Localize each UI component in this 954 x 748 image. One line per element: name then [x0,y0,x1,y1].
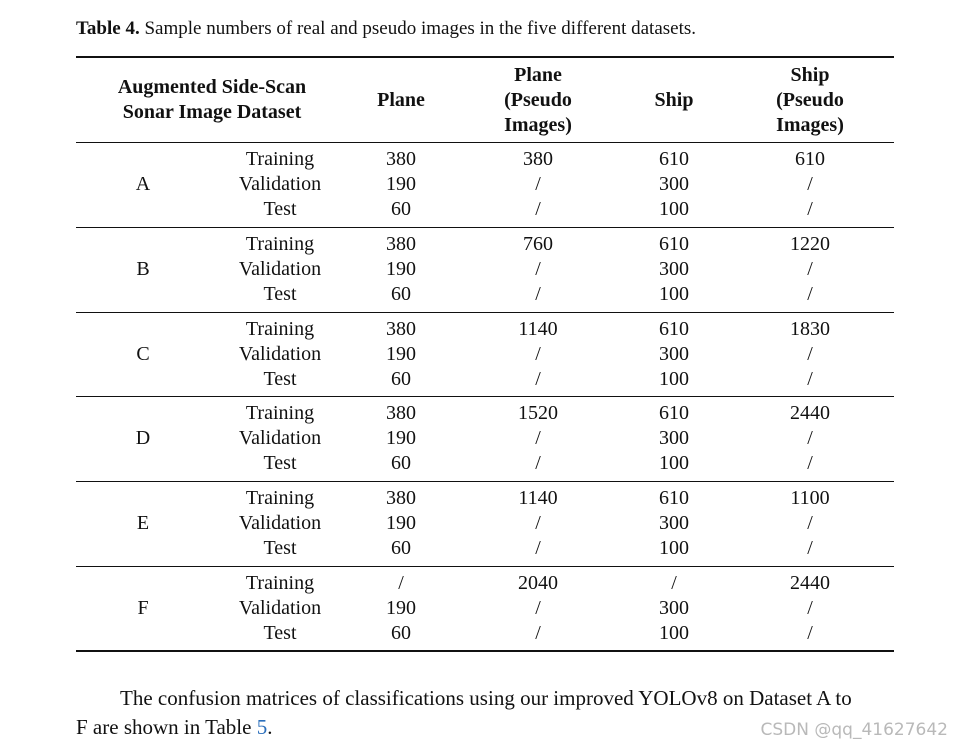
cell-ship-pseudo: / [807,537,813,560]
cell-plane-pseudo: / [535,257,541,280]
cell-ship-pseudo: / [807,452,813,475]
cell-plane: 190 [386,427,416,450]
split-label: Validation [238,173,322,195]
cell-ship-pseudo: / [807,512,813,535]
cell-plane: 60 [391,537,411,560]
cell-plane: 60 [391,622,411,644]
cell-ship: / [671,572,677,594]
split-label: Test [263,282,297,305]
header-dataset-line-2: Sonar Image Dataset [122,101,302,123]
cell-plane-pseudo: / [535,427,541,450]
cell-plane-pseudo: / [535,512,541,535]
paragraph-prefix: F are shown in Table [76,715,257,739]
cell-plane: 190 [386,597,416,619]
cell-plane-pseudo: / [535,537,541,560]
split-label: Test [263,367,297,390]
dataset-group-label: E [136,512,150,535]
split-label: Test [263,198,297,220]
group-separator-rule [76,312,894,313]
group-separator-rule [76,227,894,228]
cell-plane-pseudo: 1140 [518,487,558,510]
table-header-rule [76,142,894,143]
cell-ship-pseudo: 1220 [790,232,830,255]
cell-plane: 190 [386,512,416,535]
cell-ship: 300 [659,342,689,365]
cell-ship: 300 [659,427,689,450]
cell-ship: 300 [659,597,689,619]
body-paragraph-line-1: The confusion matrices of classifications using our improved YOLOv8 on Dataset A to [120,686,852,710]
header-ship-line-1: Ship [654,88,694,111]
cell-ship: 610 [659,487,689,510]
table-bottom-rule [76,650,894,652]
cell-ship: 100 [659,198,689,220]
cell-plane-pseudo: / [535,367,541,390]
split-label: Training [245,148,315,170]
cell-plane: 190 [386,342,416,365]
cell-plane-pseudo: / [535,173,541,195]
cell-ship: 610 [659,148,689,170]
cell-plane-pseudo: / [535,342,541,365]
paragraph-suffix: . [267,715,273,739]
cell-plane-pseudo: 2040 [518,572,558,594]
cell-plane: 380 [386,317,416,340]
cell-ship: 100 [659,452,689,475]
split-label: Training [245,317,315,340]
cell-plane-pseudo: 1140 [518,317,558,340]
split-label: Test [263,537,297,560]
cell-ship: 610 [659,402,689,425]
table-top-rule [76,56,894,58]
cell-plane-pseudo: / [535,282,541,305]
cell-ship-pseudo: / [807,597,813,619]
cell-ship-pseudo: / [807,342,813,365]
cell-ship: 300 [659,512,689,535]
cell-ship-pseudo: / [807,622,813,644]
cell-ship: 300 [659,257,689,280]
split-label: Validation [238,427,322,450]
header-plane-pseudo-line-1: Plane [514,63,562,86]
cell-ship: 100 [659,367,689,390]
cell-ship-pseudo: 2440 [790,402,830,425]
cell-ship: 100 [659,282,689,305]
split-label: Training [245,487,315,510]
cell-ship-pseudo: 610 [795,148,825,170]
body-paragraph-line-2 [76,715,272,740]
cell-ship: 300 [659,173,689,195]
cell-plane-pseudo: 1520 [518,402,558,425]
cell-plane-pseudo: 760 [523,232,553,255]
cell-ship: 610 [659,232,689,255]
cell-plane: 60 [391,452,411,475]
split-label: Validation [238,512,322,535]
dataset-group-label: F [137,597,149,619]
cell-ship: 100 [659,537,689,560]
table-caption-label: Table 4. [76,18,140,39]
cell-plane: 380 [386,402,416,425]
cell-ship-pseudo: / [807,257,813,280]
cell-ship-pseudo: / [807,198,813,220]
cell-plane: 60 [391,198,411,220]
cell-plane-pseudo: / [535,452,541,475]
split-label: Test [263,452,297,475]
header-ship-pseudo-line-1: Ship [790,63,830,86]
cell-ship-pseudo: 2440 [790,572,830,594]
table-caption-text: Sample numbers of real and pseudo images in the five different datasets. [144,18,697,39]
table-5-link[interactable]: 5 [256,715,268,739]
cell-plane-pseudo: / [535,597,541,619]
group-separator-rule [76,396,894,397]
cell-ship-pseudo: / [807,173,813,195]
cell-plane-pseudo: / [535,622,541,644]
cell-plane: 190 [386,173,416,195]
header-ship-pseudo-line-3: Images) [776,113,844,136]
header-dataset-line-1: Augmented Side-Scan [117,76,307,98]
header-plane-pseudo-line-3: Images) [504,113,572,136]
watermark: CSDN @qq_41627642 [760,720,948,740]
split-label: Validation [238,342,322,365]
cell-plane: 190 [386,257,416,280]
table-caption [76,18,696,40]
split-label: Validation [238,597,322,619]
cell-plane: 380 [386,148,416,170]
cell-ship-pseudo: / [807,427,813,450]
group-separator-rule [76,566,894,567]
header-plane-pseudo-line-2: (Pseudo [504,88,572,111]
split-label: Training [245,572,315,594]
cell-plane: 380 [386,232,416,255]
split-label: Training [245,402,315,425]
split-label: Validation [238,257,322,280]
dataset-group-label: D [135,427,151,450]
dataset-group-label: A [135,173,151,195]
header-plane-line-1: Plane [377,88,425,111]
cell-ship-pseudo: / [807,282,813,305]
dataset-group-label: C [136,342,150,365]
split-label: Test [263,622,297,644]
cell-ship-pseudo: 1830 [790,317,830,340]
cell-ship: 610 [659,317,689,340]
header-ship-pseudo-line-2: (Pseudo [776,88,844,111]
cell-plane-pseudo: 380 [523,148,553,170]
cell-plane: 60 [391,282,411,305]
cell-ship-pseudo: 1100 [790,487,830,510]
group-separator-rule [76,481,894,482]
cell-plane-pseudo: / [535,198,541,220]
cell-plane: / [398,572,404,594]
dataset-group-label: B [136,257,150,280]
split-label: Training [245,232,315,255]
cell-ship-pseudo: / [807,367,813,390]
cell-plane: 380 [386,487,416,510]
cell-ship: 100 [659,622,689,644]
cell-plane: 60 [391,367,411,390]
